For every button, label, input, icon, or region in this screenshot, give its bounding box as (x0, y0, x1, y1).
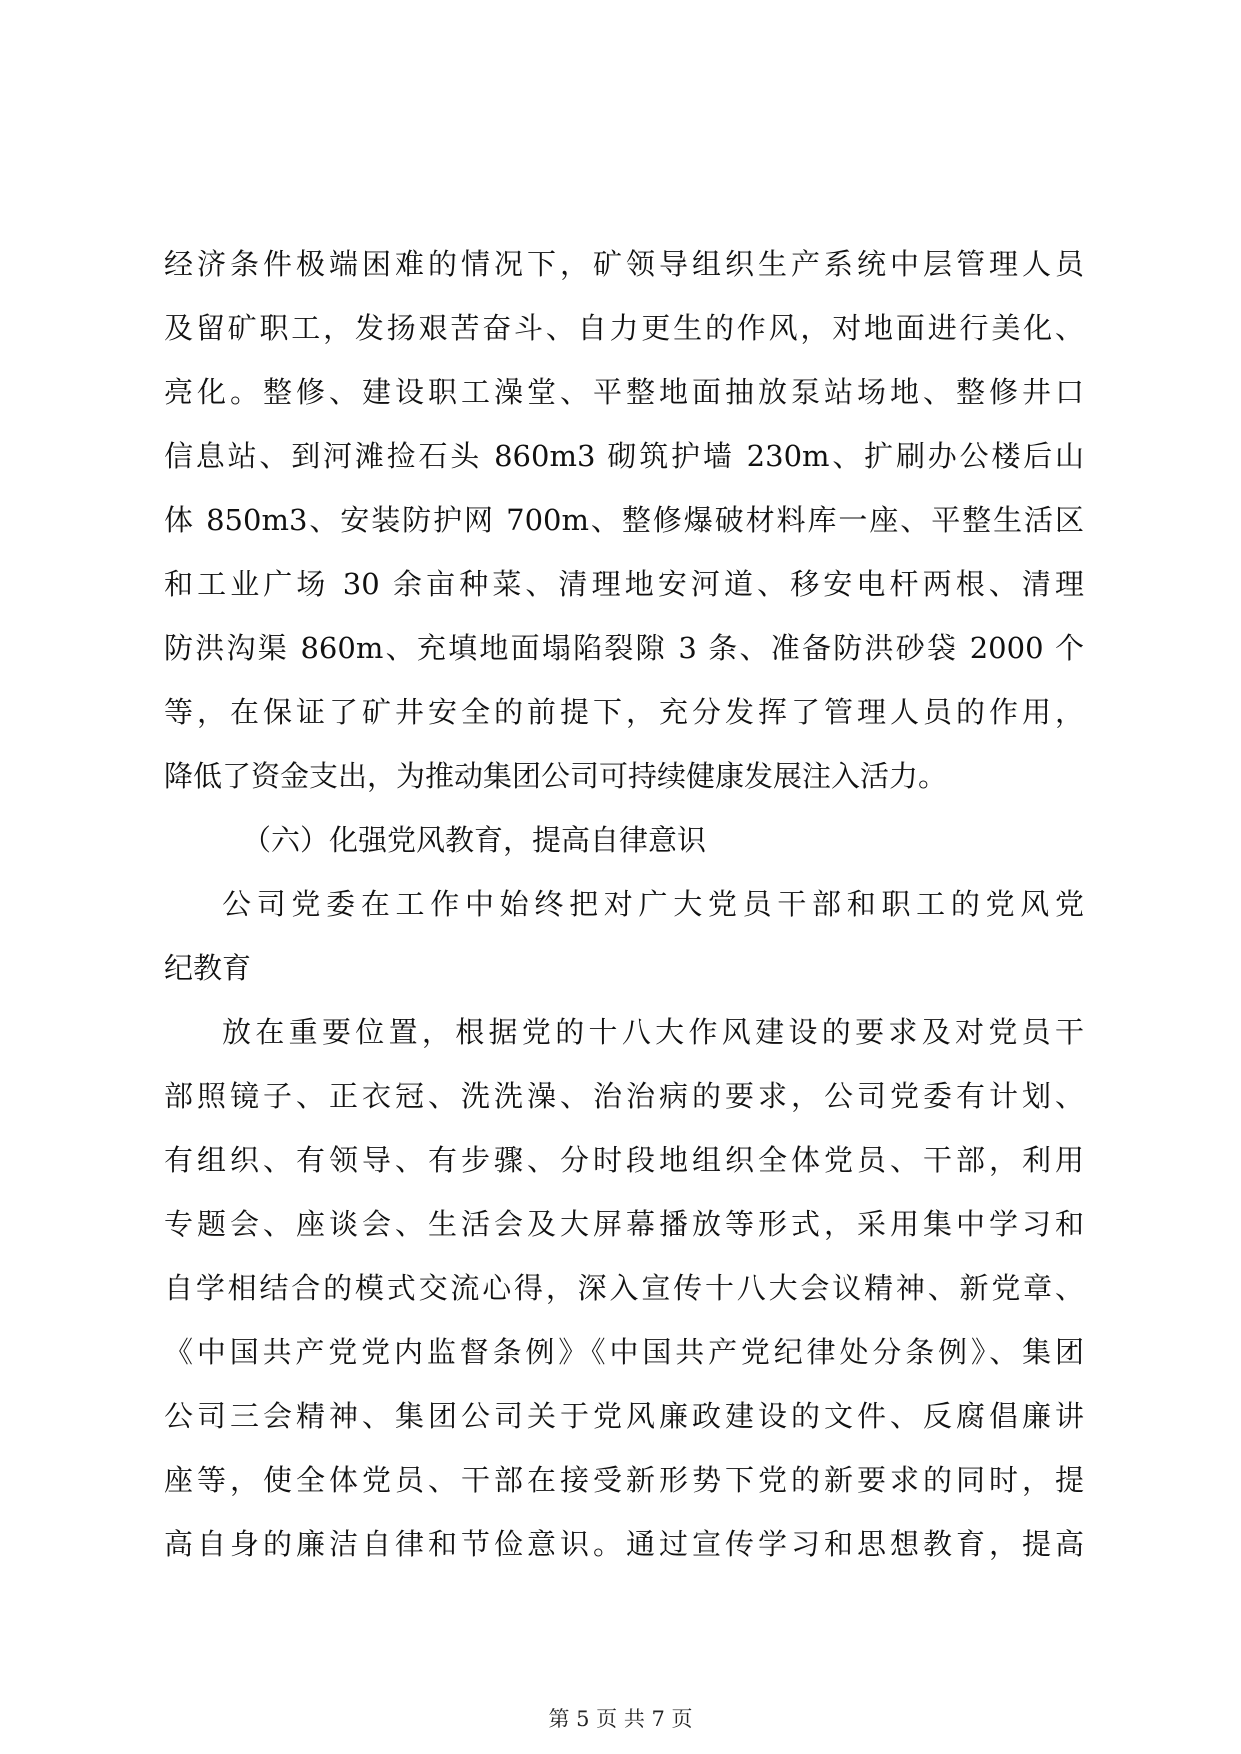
paragraph-line: 亮化。整修、建设职工澡堂、平整地面抽放泵站场地、整修井口 (164, 375, 1084, 409)
section-heading: （六）化强党风教育，提高自律意识 (242, 823, 707, 857)
paragraph-first-line: 公司党委在工作中始终把对广大党员干部和职工的党风党 (222, 887, 1084, 921)
paragraph-last-line: 纪教育 (164, 951, 252, 985)
document-body (164, 232, 1084, 1576)
paragraph-line: 和工业广场 30 余亩种菜、清理地安河道、移安电杆两根、清理 (164, 567, 1084, 601)
paragraph-line: 信息站、到河滩捡石头 860m3 砌筑护墙 230m、扩刷办公楼后山 (164, 439, 1084, 473)
paragraph-line: 有组织、有领导、有步骤、分时段地组织全体党员、干部，利用 (164, 1143, 1084, 1177)
paragraph-line: 自学相结合的模式交流心得，深入宣传十八大会议精神、新党章、 (164, 1271, 1084, 1305)
paragraph-line: 公司三会精神、集团公司关于党风廉政建设的文件、反腐倡廉讲 (164, 1399, 1084, 1433)
paragraph-line: 座等，使全体党员、干部在接受新形势下党的新要求的同时，提 (164, 1463, 1084, 1497)
page-number-footer: 第 5 页 共 7 页 (548, 1707, 693, 1731)
paragraph-line: 专题会、座谈会、生活会及大屏幕播放等形式，采用集中学习和 (164, 1207, 1084, 1241)
paragraph-line: 防洪沟渠 860m、充填地面塌陷裂隙 3 条、准备防洪砂袋 2000 个 (164, 631, 1084, 665)
paragraph-line: 等，在保证了矿井安全的前提下，充分发挥了管理人员的作用， (164, 695, 1084, 729)
paragraph-line: 经济条件极端困难的情况下，矿领导组织生产系统中层管理人员 (164, 247, 1084, 281)
paragraph-line: 体 850m3、安装防护网 700m、整修爆破材料库一座、平整生活区 (164, 503, 1084, 537)
paragraph-first-line: 放在重要位置，根据党的十八大作风建设的要求及对党员干 (222, 1015, 1084, 1049)
paragraph-line: 《中国共产党党内监督条例》《中国共产党纪律处分条例》、集团 (164, 1335, 1084, 1369)
paragraph-last-line: 降低了资金支出，为推动集团公司可持续健康发展注入活力。 (164, 759, 948, 793)
paragraph-line: 部照镜子、正衣冠、洗洗澡、治治病的要求，公司党委有计划、 (164, 1079, 1084, 1113)
paragraph-line: 高自身的廉洁自律和节俭意识。通过宣传学习和思想教育，提高 (164, 1527, 1084, 1561)
paragraph-line: 及留矿职工，发扬艰苦奋斗、自力更生的作风，对地面进行美化、 (164, 311, 1084, 345)
